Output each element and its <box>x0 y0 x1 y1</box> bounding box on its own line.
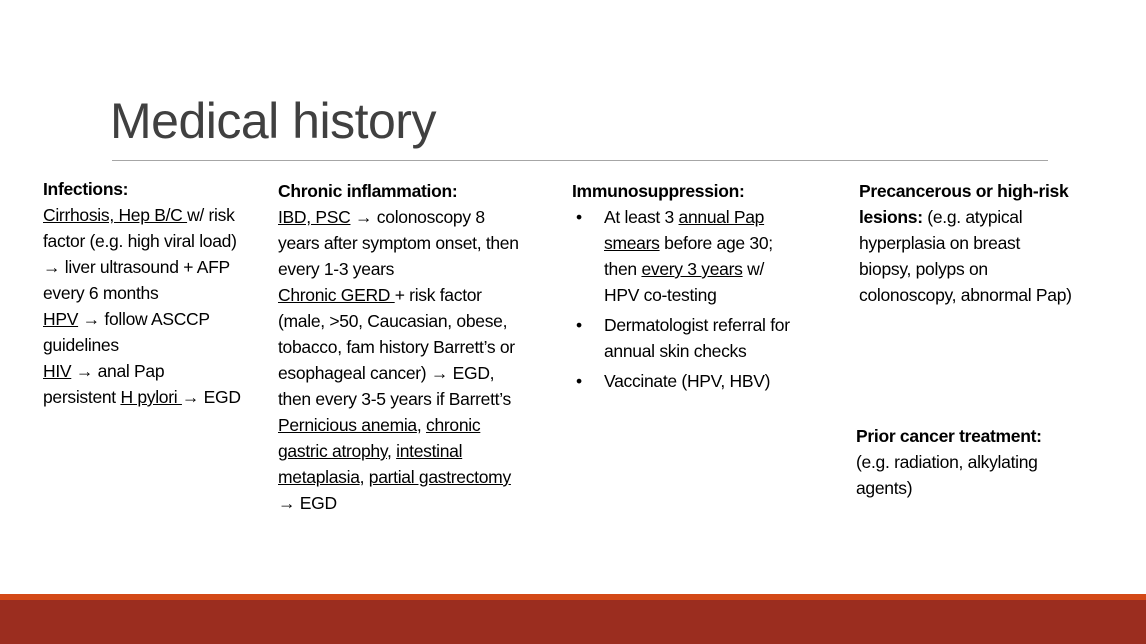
text-segment: → EGD <box>278 493 337 513</box>
text-segment: , <box>386 441 397 461</box>
paragraph <box>278 282 528 412</box>
underlined-term: annual Pap smears <box>604 207 765 253</box>
text-segment: w/ risk factor (e.g. high viral load) → liver ultrasound + AFP every 6 months <box>43 205 237 303</box>
infections-body <box>43 202 255 410</box>
chronic-inflammation-heading: Chronic inflammation: <box>278 181 458 201</box>
underlined-term: chronic gastric atrophy <box>278 415 481 461</box>
underlined-term: IBD, PSC <box>278 207 351 227</box>
immunosuppression-list <box>572 204 802 394</box>
text-segment: Dermatologist referral for annual skin checks <box>604 315 790 361</box>
bullet-item <box>572 312 802 364</box>
text-segment: → anal Pap <box>71 361 165 381</box>
title-divider <box>112 160 1048 161</box>
chronic-inflammation-column <box>278 178 528 516</box>
text-segment: , <box>359 467 369 487</box>
underlined-term: Pernicious anemia <box>278 415 417 435</box>
paragraph <box>43 384 255 410</box>
paragraph <box>278 204 528 282</box>
paragraph <box>43 306 255 358</box>
prior-treatment-column <box>856 423 1071 501</box>
precancerous-heading: Precancerous or high-risk lesions: <box>859 181 1069 227</box>
infections-column <box>43 176 255 410</box>
text-segment: before age 30; then <box>604 233 773 279</box>
bullet-item <box>572 204 802 308</box>
underlined-term: H pylori <box>120 387 182 407</box>
underlined-term: partial gastrectomy <box>368 467 511 487</box>
underlined-term: HPV <box>43 309 79 329</box>
prior-treatment-heading: Prior cancer treatment: <box>856 426 1042 446</box>
underlined-term: Cirrhosis, Hep B/C <box>43 205 188 225</box>
bullet-item <box>572 368 802 394</box>
text-segment: w/ HPV co-testing <box>604 259 765 305</box>
text-segment: + risk factor (male, >50, Caucasian, obese, tobacco, fam history Barrett’s or esophageal cancer) → EGD, then every 3-5 years if Barrett’s <box>278 285 515 409</box>
immunosuppression-heading: Immunosuppression: <box>572 181 745 201</box>
text-segment: , <box>416 415 426 435</box>
precancerous-text: (e.g. atypical hyperplasia on breast biopsy, polyps on colonoscopy, abnormal Pap) <box>859 207 1072 305</box>
chronic-inflammation-body <box>278 204 528 516</box>
underlined-term: intestinal metaplasia <box>278 441 463 487</box>
underlined-term: every 3 years <box>641 259 743 279</box>
immunosuppression-column <box>572 178 802 398</box>
paragraph <box>43 358 255 384</box>
text-segment: persistent <box>43 387 121 407</box>
paragraph <box>278 412 528 516</box>
text-segment: Vaccinate (HPV, HBV) <box>604 371 771 391</box>
text-segment: → follow ASCCP guidelines <box>43 309 210 355</box>
underlined-term: Chronic GERD <box>278 285 395 305</box>
prior-treatment-text: (e.g. radiation, alkylating agents) <box>856 452 1038 498</box>
text-segment: At least 3 <box>604 207 679 227</box>
underlined-term: HIV <box>43 361 72 381</box>
infections-heading: Infections: <box>43 179 129 199</box>
text-segment: → colonoscopy 8 years after symptom onset, then every 1-3 years <box>278 207 519 279</box>
text-segment: → EGD <box>181 387 241 407</box>
paragraph <box>43 202 255 306</box>
footer-bar <box>0 600 1146 644</box>
precancerous-column <box>859 178 1074 308</box>
slide-title: Medical history <box>110 93 436 149</box>
